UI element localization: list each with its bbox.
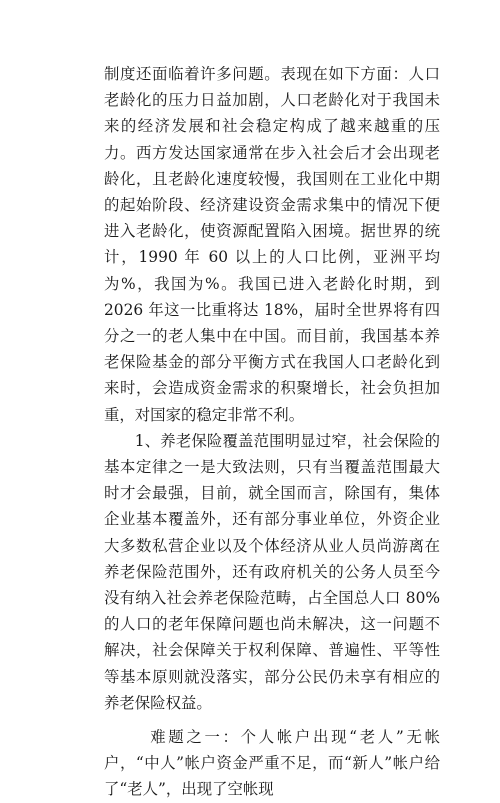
paragraph-personal-account: 难题之一：个人帐户出现“老人”无帐户，“中人”帐户资金严重不足，而“新人”帐户给了“老人”，出现了空帐现 (104, 728, 440, 799)
document-body (104, 61, 440, 803)
paragraph-coverage-scope: 1、养老保险覆盖范围明显过窄，社会保险的基本定律之一是大致法则，只有当覆盖范围最大时才会最强，目前，就全国而言，除国有，集体企业基本覆盖外，还有部分事业单位，外资企业大多数私营企业以及个体经济从业人员尚游离在养老保险范围外，还有政府机关的公务人员至今没有纳入社会养老保险范畴，占全国总人口 80%的人口的老年保障问题也尚未解决，这一问题不解决，社会保障关于权利保障、普遍性、平等性等基本原则就没落实，部分公民仍未享有相应的养老保险权益。 (104, 431, 440, 712)
paragraph-aging-pressure: 制度还面临着许多问题。表现在如下方面：人口老龄化的压力日益加剧，人口老龄化对于我国未来的经济发展和社会稳定构成了越来越重的压力。西方发达国家通常在步入社会后才会出现老龄化，且老龄化速度较慢，我国则在工业化中期的起始阶段、经济建设资金需求集中的情况下便进入老龄化，使资源配置陷入困境。据世界的统计，1990 年 60 以上的人口比例，亚洲平均为%，我国为%。我国已进入老龄化时期，到 2026 年这一比重将达 18%，届时全世界将有四分之一的老人集中在中国。而目前，我国基本养老保险基金的部分平衡方式在我国人口老龄化到来时，会造成资金需求的积聚增长，社会负担加重，对国家的稳定非常不利。 (104, 65, 440, 424)
